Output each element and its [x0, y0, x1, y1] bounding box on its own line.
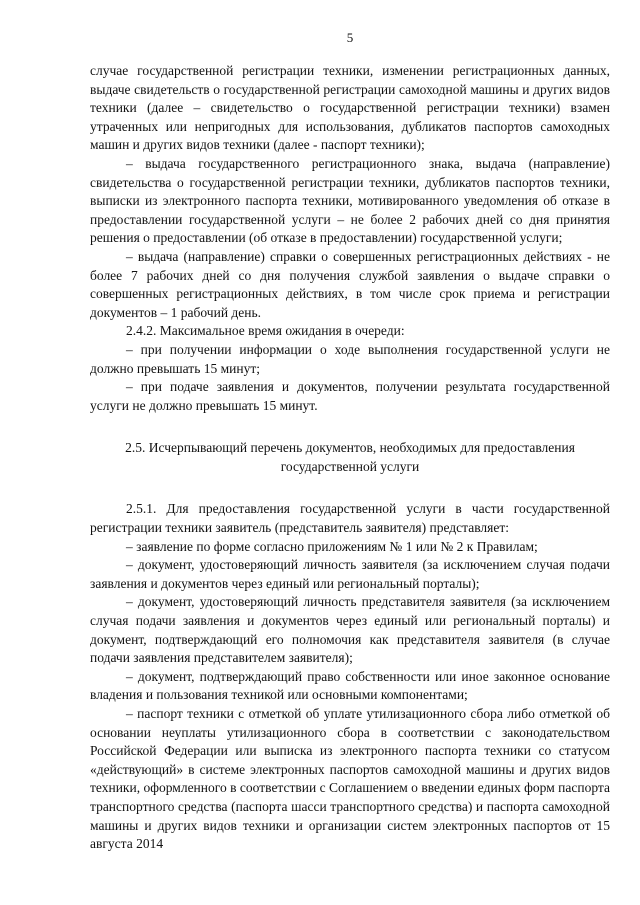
list-item-applicant-id: – документ, удостоверяющий личность заявителя (за исключением случая подачи заявления и документов через единый или региональный порталы);: [90, 557, 610, 591]
list-item-representative-id: – документ, удостоверяющий личность представителя заявителя (за исключением случая подачи заявления и документов через единый или региональный порталы) и документ, подтверждающий его полномочия как представителя заявителя (в случае подачи заявления представителем заявителя);: [90, 594, 610, 666]
list-item-issuance-certificate: – выдача (направление) справки о совершенных регистрационных действиях - не более 7 рабочих дней со дня получения службой заявления о выдаче справки о совершенных регистрационных действиях, в том числе срок приема и регистрации документов – 1 рабочий день.: [90, 248, 610, 320]
paragraph-continuation: случае государственной регистрации техники, изменении регистрационных данных, выдаче свидетельств о государственной регистрации самоходной машины и других видов техники (далее – свидетельство о государственной регистрации техники) взамен утраченных или непригодных для использования, дубликатов паспортов самоходных машин и других видов техники (далее - паспорт техники);: [90, 63, 610, 153]
document-page: [90, 30, 610, 854]
section-heading-2-5: 2.5. Исчерпывающий перечень документов, необходимых для предоставления государственной услуги: [125, 440, 575, 474]
list-item-wait-info: – при получении информации о ходе выполнения государственной услуги не должно превышать 15 минут;: [90, 341, 610, 376]
page-number: 5: [346, 30, 354, 45]
list-item-vehicle-passport: – паспорт техники с отметкой об уплате утилизационного сбора либо отметкой об основании неуплаты утилизационного сбора в соответствии с законодательством Российской Федерации или выписка из электронного паспорта техники со статусом «действующий» в системе электронных паспортов самоходной машины и других видов техники, оформленного в соответствии с Соглашением о введении единых форм паспорта транспортного средства (паспорта шасси транспортного средства) и паспорта самоходной машины и других видов техники и организации систем электронных паспортов от 15 августа 2014: [90, 706, 610, 852]
clause-2-5-1: 2.5.1. Для предоставления государственной услуги в части государственной регистрации техники заявитель (представитель заявителя) представляет:: [90, 501, 610, 536]
list-item-ownership-document: – документ, подтверждающий право собственности или иное законное основание владения и пользования техникой или основными компонентами;: [90, 668, 610, 703]
clause-2-4-2: 2.4.2. Максимальное время ожидания в очереди:: [126, 323, 405, 339]
list-item-application-form: – заявление по форме согласно приложениям № 1 или № 2 к Правилам;: [126, 538, 538, 554]
list-item-issuance-plate: – выдача государственного регистрационного знака, выдача (направление) свидетельства о государственной регистрации техники, дубликатов паспортов техники, выписки из электронного паспорта техники, мотивированного уведомления об отказе в предоставлении государственной услуги – не более 2 рабочих дней со дня принятия решения о предоставлении (об отказе в предоставлении) государственной услуги;: [90, 155, 610, 246]
list-item-wait-submission: – при подаче заявления и документов, получении результата государственной услуги не должно превышать 15 минут.: [90, 379, 610, 413]
